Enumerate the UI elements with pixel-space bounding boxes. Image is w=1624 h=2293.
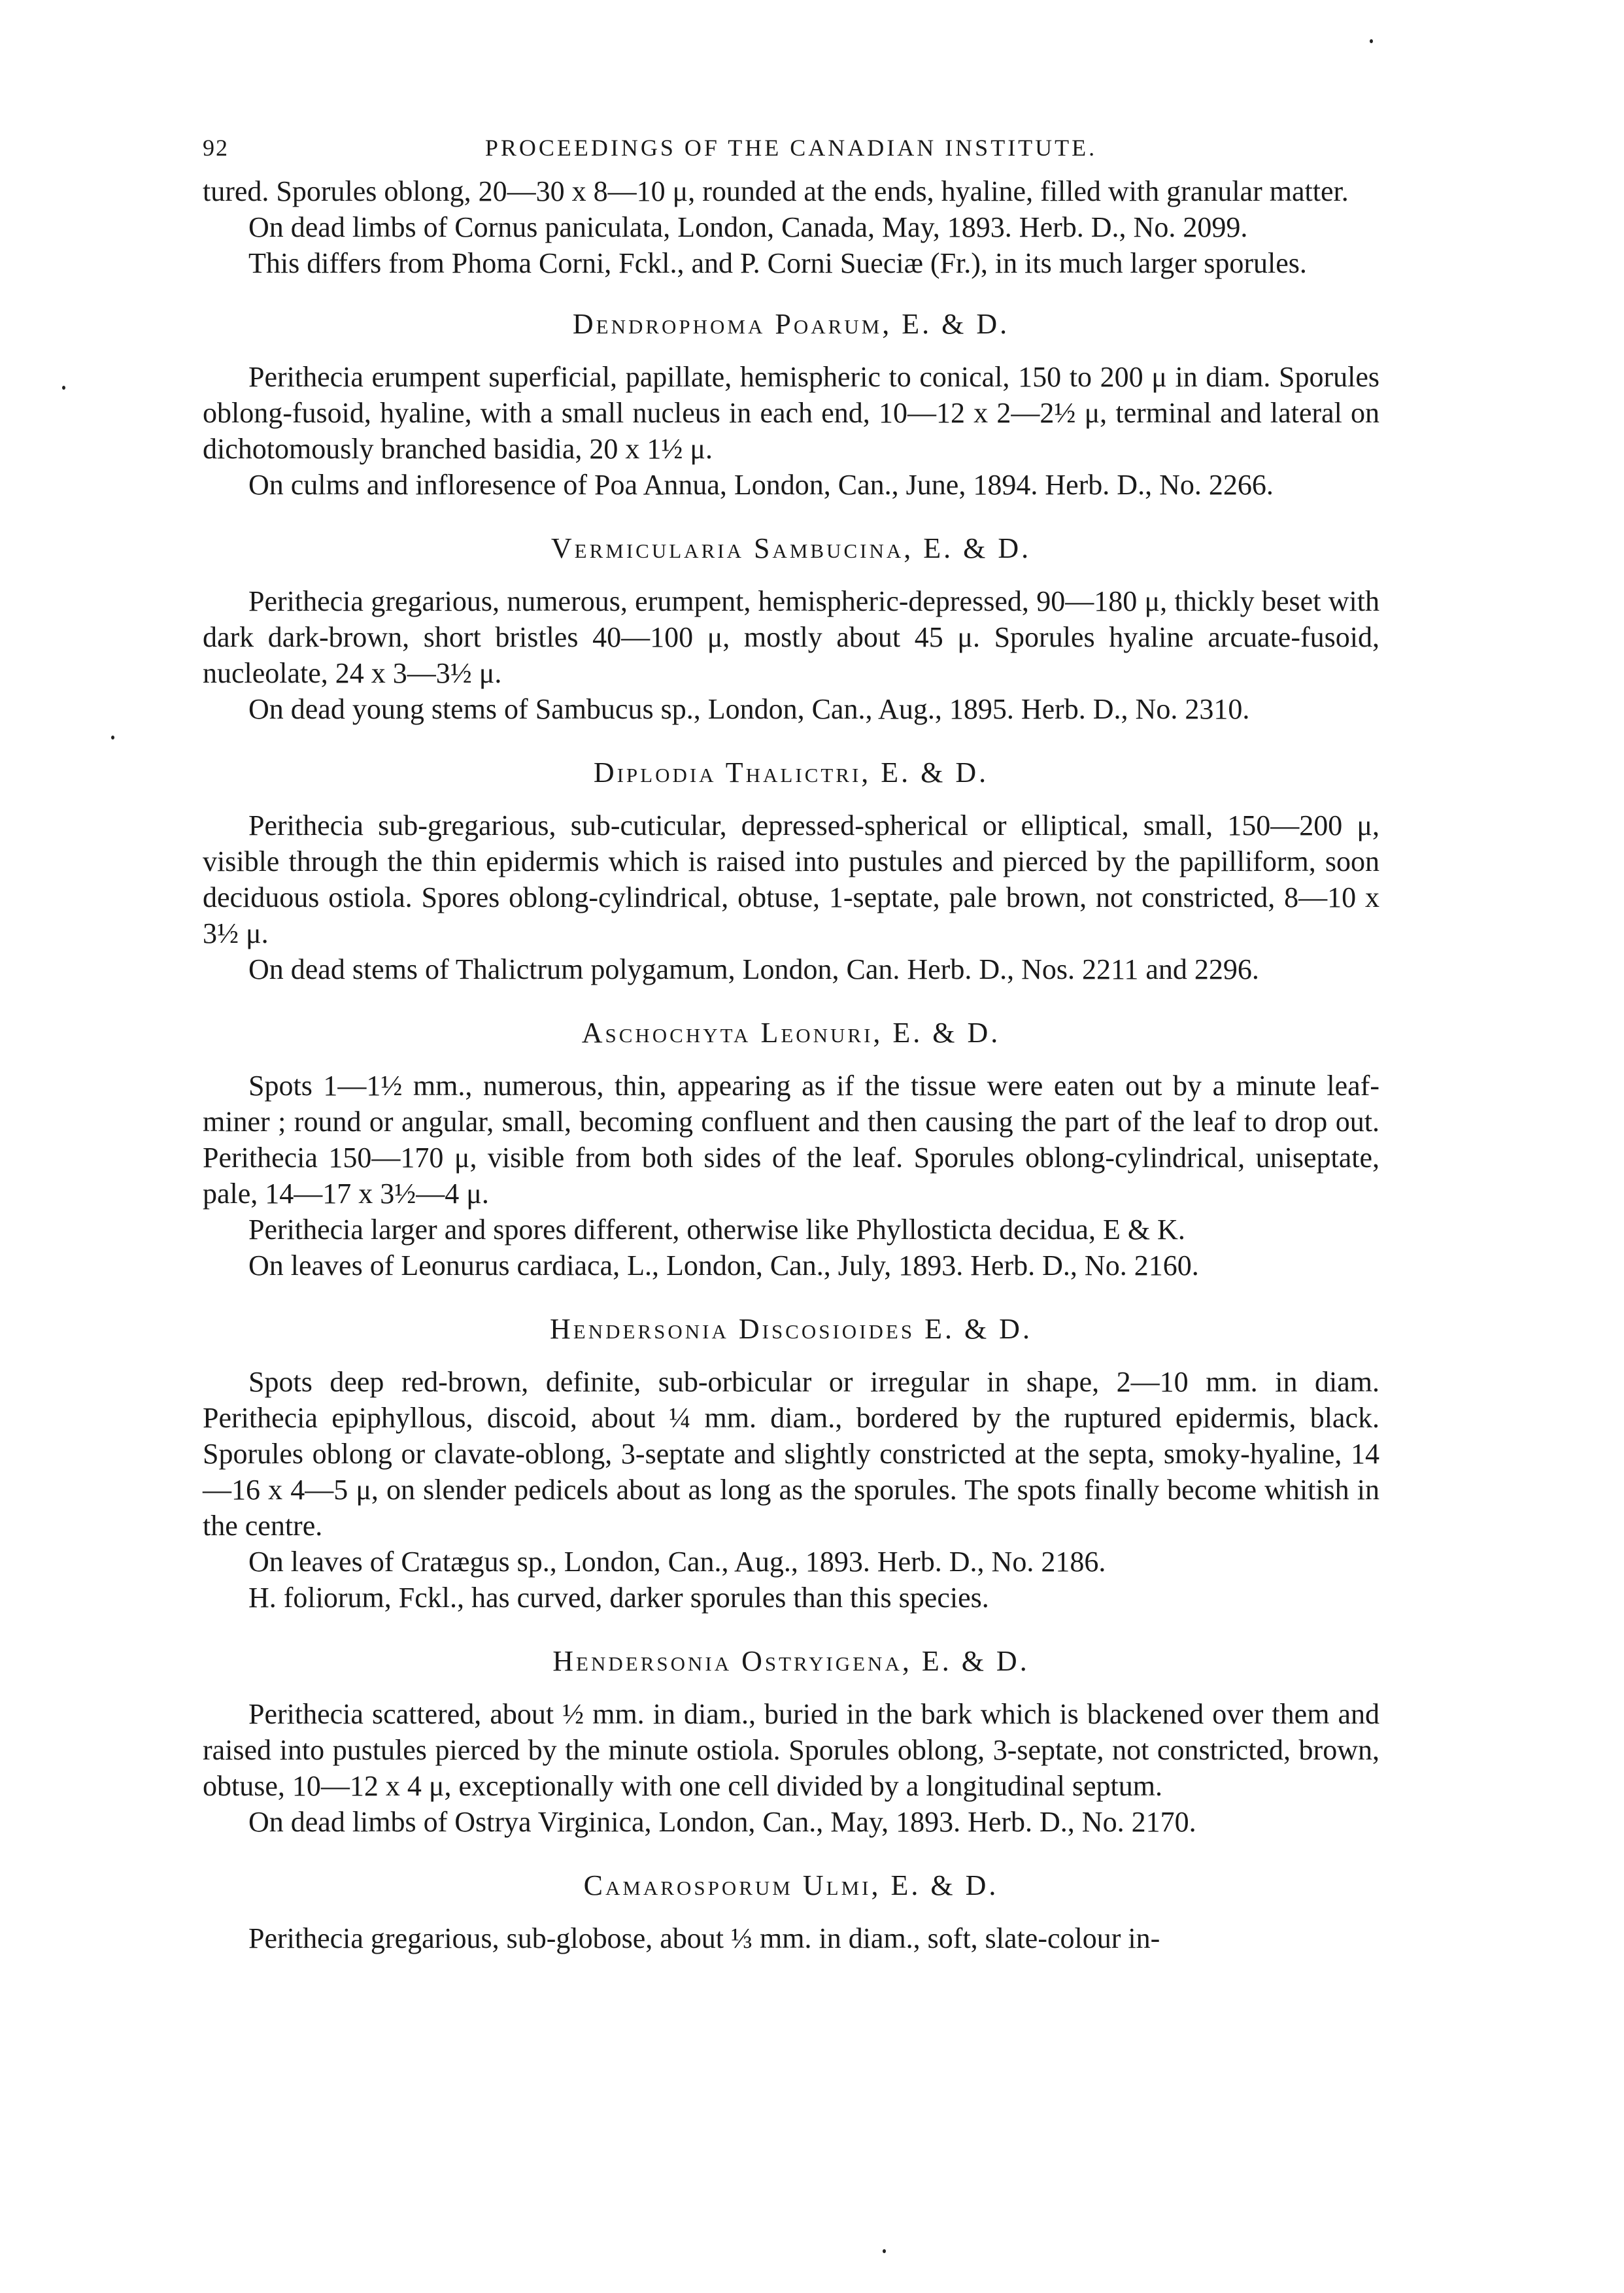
paragraph: On leaves of Leonurus cardiaca, L., London, Can., July, 1893. Herb. D., No. 2160. bbox=[248, 1249, 1199, 1282]
running-head bbox=[203, 134, 1379, 173]
running-title: PROCEEDINGS OF THE CANADIAN INSTITUTE. bbox=[484, 135, 1098, 161]
paragraph: Perithecia gregarious, numerous, erumpent, hemispheric-depressed, 90—180 μ, thickly beset with dark dark-brown, short bristles 40—100 μ, mostly about 45 μ. Sporules hyaline arcuate-fusoid, nucleolate, 24 x 3—3½ μ. bbox=[203, 585, 1379, 689]
scan-speck bbox=[883, 2249, 886, 2253]
paragraph: H. foliorum, Fckl., has curved, darker sporules than this species. bbox=[248, 1582, 989, 1614]
page-content bbox=[203, 134, 1379, 1956]
paragraph: Spots 1—1½ mm., numerous, thin, appearing as if the tissue were eaten out by a minute leaf-miner ; round or angular, small, becoming confluent and then causing the part of the leaf to drop out. Perithecia 150—170 μ, visible from both sides of the leaf. Sporules oblong-cylindrical, uniseptate, pale, 14—17 x 3½—4 μ. bbox=[203, 1070, 1379, 1210]
paragraph: On culms and infloresence of Poa Annua, London, Can., June, 1894. Herb. D., No. 2266. bbox=[248, 469, 1274, 501]
section-heading: Vermicularia Sambucina, E. & D. bbox=[550, 532, 1032, 564]
paragraph: Perithecia sub-gregarious, sub-cuticular, depressed-spherical or elliptical, small, 150—200 μ, visible through the thin epidermis which is raised into pustules and pierced by the papilliform, soon deciduous ostiola. Spores oblong-cylindrical, obtuse, 1-septate, pale brown, not constricted, 8—10 x 3½ μ. bbox=[203, 809, 1379, 949]
scan-speck bbox=[62, 386, 65, 390]
paragraph: Perithecia gregarious, sub-globose, about ⅓ mm. in diam., soft, slate-colour in- bbox=[248, 1922, 1160, 1954]
paragraph: On dead young stems of Sambucus sp., London, Can., Aug., 1895. Herb. D., No. 2310. bbox=[248, 693, 1250, 725]
section-heading: Diplodia Thalictri, E. & D. bbox=[593, 756, 989, 789]
section-heading: Camarosporum Ulmi, E. & D. bbox=[583, 1869, 999, 1901]
page-number: 92 bbox=[203, 135, 229, 161]
paragraph: On dead limbs of Cornus paniculata, London, Canada, May, 1893. Herb. D., No. 2099. bbox=[248, 211, 1248, 243]
paragraph: This differs from Phoma Corni, Fckl., and P. Corni Sueciæ (Fr.), in its much larger sporules. bbox=[248, 247, 1307, 279]
paragraph: On dead limbs of Ostrya Virginica, London, Can., May, 1893. Herb. D., No. 2170. bbox=[248, 1806, 1196, 1838]
scan-speck bbox=[111, 736, 114, 739]
paragraph: Perithecia scattered, about ½ mm. in diam., buried in the bark which is blackened over them and raised into pustules pierced by the minute ostiola. Sporules oblong, 3-septate, not constricted, brown, obtuse, 10—12 x 4 μ, exceptionally with one cell divided by a longitudinal septum. bbox=[203, 1698, 1379, 1802]
paragraph: Spots deep red-brown, definite, sub-orbicular or irregular in shape, 2—10 mm. in diam. Perithecia epiphyllous, discoid, about ¼ mm. diam., bordered by the ruptured epidermis, black. Sporules oblong or clavate-oblong, 3-septate and slightly constricted at the septa, smoky-hyaline, 14—16 x 4—5 μ, on slender pedicels about as long as the sporules. The spots finally become whitish in the centre. bbox=[203, 1366, 1379, 1542]
scan-speck bbox=[1370, 39, 1373, 43]
section-heading: Aschochyta Leonuri, E. & D. bbox=[581, 1017, 1001, 1049]
document-body bbox=[203, 173, 1379, 1956]
section-heading: Dendrophoma Poarum, E. & D. bbox=[572, 308, 1010, 340]
paragraph: On dead stems of Thalictrum polygamum, London, Can. Herb. D., Nos. 2211 and 2296. bbox=[248, 953, 1259, 985]
paragraph: tured. Sporules oblong, 20—30 x 8—10 μ, rounded at the ends, hyaline, filled with granular matter. bbox=[203, 175, 1349, 207]
section-heading: Hendersonia Ostryigena, E. & D. bbox=[552, 1645, 1030, 1677]
paragraph: Perithecia larger and spores different, otherwise like Phyllosticta decidua, E & K. bbox=[248, 1214, 1185, 1246]
paragraph: On leaves of Cratægus sp., London, Can., Aug., 1893. Herb. D., No. 2186. bbox=[248, 1546, 1106, 1578]
section-heading: Hendersonia Discosioides E. & D. bbox=[550, 1313, 1032, 1345]
paragraph: Perithecia erumpent superficial, papillate, hemispheric to conical, 150 to 200 μ in diam. Sporules oblong-fusoid, hyaline, with a small nucleus in each end, 10—12 x 2—2½ μ, terminal and lateral on dichotomously branched basidia, 20 x 1½ μ. bbox=[203, 361, 1379, 465]
